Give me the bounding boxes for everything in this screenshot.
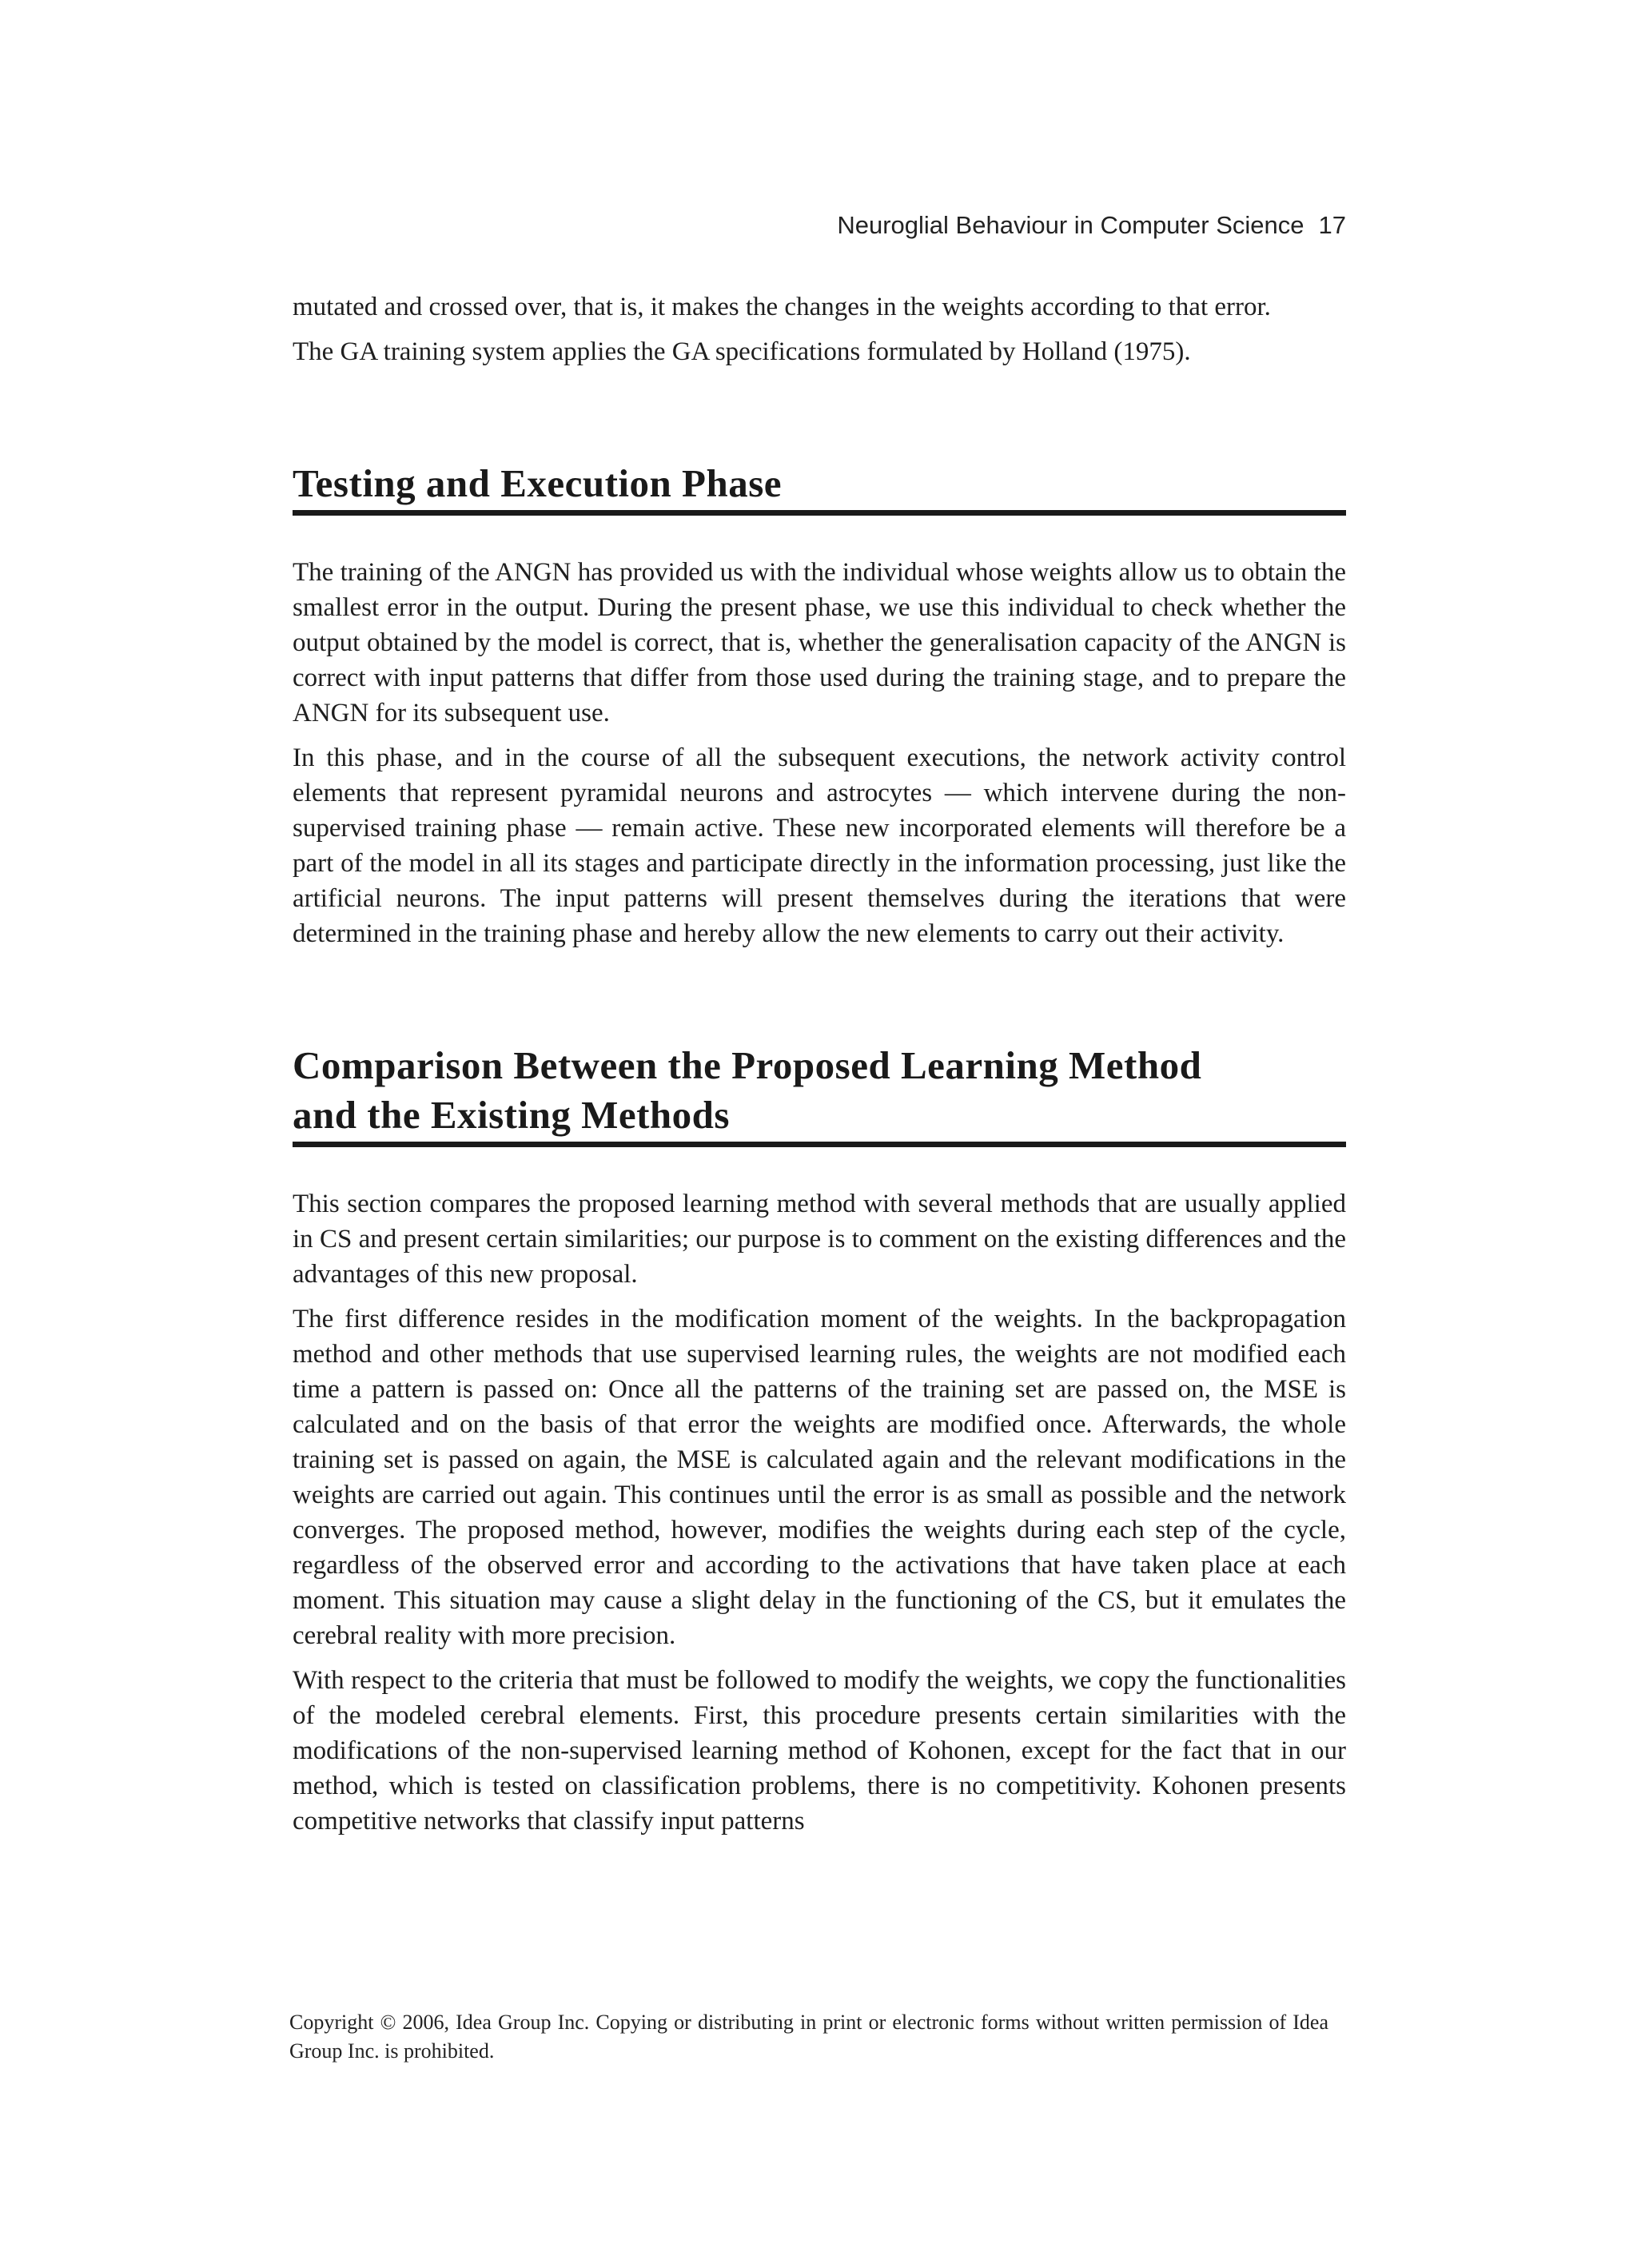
intro-paragraph-2: The GA training system applies the GA specifications formulated by Holland (1975). [293,337,1191,366]
testing-paragraph-1: The training of the ANGN has provided us with the individual whose weights allow us to obtain the smallest error in the output. During the present phase, we use this individual to check whether the output obtained by the model is correct, that is, whether the generalisation capacity of the ANGN is correct with input patterns that differ from those used during the training stage, and to prepare the ANGN for its subsequent use. [293,558,1346,727]
intro-text [293,289,1346,379]
comparison-paragraph-3: With respect to the criteria that must be followed to modify the weights, we copy the functionalities of the modeled cerebral elements. First, this procedure presents certain similarities with the modifications of the non-supervised learning method of Kohonen, except for the fact that in our method, which is tested on classification problems, there is no competitivity. Kohonen presents competitive networks that classify input patterns [293,1666,1346,1836]
section-heading-testing [293,459,1346,516]
section-heading-testing-text: Testing and Execution Phase [293,461,783,505]
testing-paragraph-2: In this phase, and in the course of all the subsequent executions, the network activity control elements that represent pyramidal neurons and astrocytes — which intervene during the non- supervised training phase — remain active. These new incorporated elements will therefore be a part of the model in all its stages and participate directly in the information processing, just like the artificial neurons. The input patterns will present themselves during the iterations that were determined in the training phase and hereby allow the new elements to carry out their activity. [293,743,1346,948]
section-heading-comparison [293,1041,1346,1147]
running-head [293,209,1346,241]
section-testing-body [293,555,1346,961]
section-heading-comparison-line-1: Comparison Between the Proposed Learning Method [293,1043,1202,1087]
comparison-paragraph-1: This section compares the proposed learning method with several methods that are usually applied in CS and present certain similarities; our purpose is to comment on the existing differences and the advantages of this new proposal. [293,1190,1346,1289]
running-head-title: Neuroglial Behaviour in Computer Science [837,211,1304,239]
section-heading-comparison-line-2: and the Existing Methods [293,1093,731,1137]
page-number: 17 [1318,211,1346,239]
copyright-footer: Copyright © 2006, Idea Group Inc. Copying or distributing in print or electronic forms without written permission of Idea Group Inc. is prohibited. [289,2011,1328,2063]
section-comparison-body [293,1186,1346,1848]
comparison-paragraph-2: The first difference resides in the modification moment of the weights. In the backpropagation method and other methods that use supervised learning rules, the weights are not modified each time a pattern is passed on: Once all the patterns of the training set are passed on, the MSE is calculated and on the basis of that error the weights are modified once. Afterwards, the whole training set is passed on again, the MSE is calculated again and the relevant modifications in the weights are carried out again. This continues until the error is as small as possible and the network converges. The proposed method, however, modifies the weights during each step of the cycle, regardless of the observed error and according to the activations that have taken place at each moment. This situation may cause a slight delay in the functioning of the CS, but it emulates the cerebral reality with more precision. [293,1305,1346,1650]
intro-paragraph-1: mutated and crossed over, that is, it makes the changes in the weights according to that error. [293,293,1271,321]
